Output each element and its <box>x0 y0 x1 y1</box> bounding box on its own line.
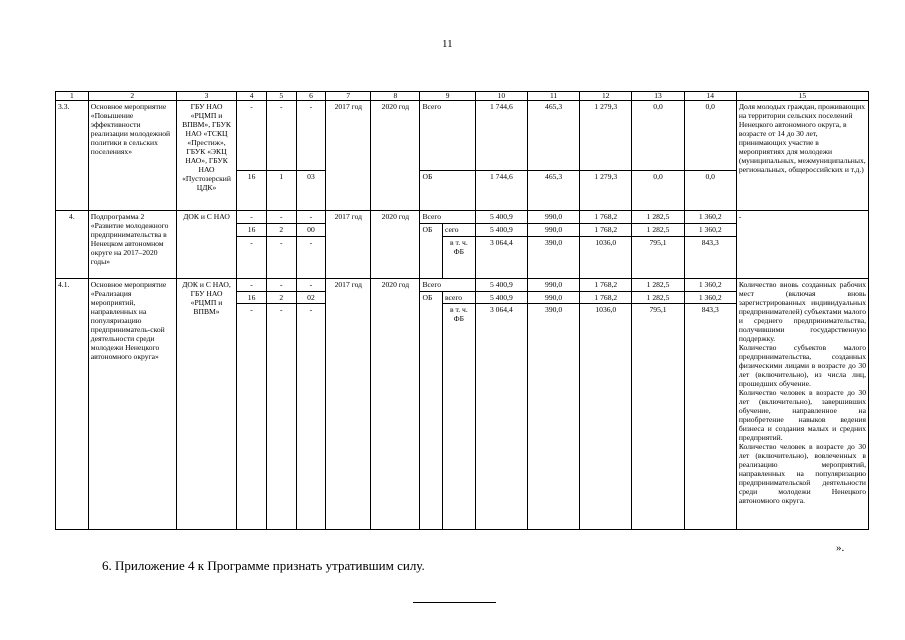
start-year: 2017 год <box>326 211 371 279</box>
amount-total: 5 400,9 <box>475 292 527 304</box>
row-number: 3.3. <box>56 101 89 211</box>
header-cell: 7 <box>326 92 371 101</box>
amount-2018: 1 768,2 <box>580 292 632 304</box>
funding-subsource: в т. ч. ФБ <box>442 237 475 279</box>
amount-2019: 1 282,5 <box>632 211 684 224</box>
header-cell: 9 <box>420 92 475 101</box>
code-cell: 00 <box>296 224 326 237</box>
amount-2018: 1036,0 <box>580 237 632 279</box>
code-cell: 1 <box>266 171 296 211</box>
header-cell: 14 <box>684 92 736 101</box>
funding-subsource: сего <box>442 224 475 237</box>
amount-2019: 1 282,5 <box>632 279 684 292</box>
code-cell: 2 <box>266 224 296 237</box>
amount-2019: 795,1 <box>632 304 684 530</box>
amount-2019: 1 282,5 <box>632 292 684 304</box>
amount-2018: 1 768,2 <box>580 224 632 237</box>
header-cell: 6 <box>296 92 326 101</box>
amount-2020: 0,0 <box>684 171 736 211</box>
header-row <box>56 92 869 101</box>
funding-source: ОБ <box>420 171 475 211</box>
amount-2017: 465,3 <box>527 101 579 171</box>
amount-total: 5 400,9 <box>475 211 527 224</box>
code-cell: 16 <box>237 171 267 211</box>
amendment-paragraph: 6. Приложение 4 к Программе признать утратившим силу. <box>102 558 425 573</box>
amount-2017: 990,0 <box>527 211 579 224</box>
header-cell: 1 <box>56 92 89 101</box>
header-cell: 13 <box>632 92 684 101</box>
amount-2018: 1 279,3 <box>580 171 632 211</box>
header-cell: 10 <box>475 92 527 101</box>
code-cell: 16 <box>237 292 267 304</box>
amount-2020: 843,3 <box>684 304 736 530</box>
code-cell: - <box>237 101 267 171</box>
code-cell: - <box>266 211 296 224</box>
indicator: Количество вновь созданных рабочих мест (включая вновь зарегистрированных индивидуальных предпринимателей) субъектами малого и среднего предпринимательства, получившими государственную поддержку. <box>738 280 866 343</box>
end-year: 2020 год <box>371 101 420 211</box>
code-cell: 03 <box>296 171 326 211</box>
code-cell: - <box>266 304 296 530</box>
amount-2020: 843,3 <box>684 237 736 279</box>
table-row <box>56 101 869 171</box>
header-cell: 11 <box>527 92 579 101</box>
end-year: 2020 год <box>371 279 420 530</box>
code-cell: - <box>296 304 326 530</box>
amount-2017: 390,0 <box>527 237 579 279</box>
amount-2020: 1 360,2 <box>684 292 736 304</box>
header-cell: 4 <box>237 92 267 101</box>
funding-source: Всего <box>420 211 475 224</box>
code-cell: - <box>237 237 267 279</box>
funding-subsource: всего <box>442 292 475 304</box>
amount-2017: 990,0 <box>527 279 579 292</box>
amount-total: 5 400,9 <box>475 279 527 292</box>
program-table <box>55 91 869 530</box>
code-cell: - <box>266 101 296 171</box>
funding-source: ОБ <box>420 292 443 530</box>
activity-name: Основное мероприятие «Реализация мероприятий, направленных на популяризацию предприниматель-ской деятельности среди молодежи Ненецкого автономного округа» <box>88 279 176 530</box>
amount-2018: 1 768,2 <box>580 279 632 292</box>
header-cell: 2 <box>88 92 176 101</box>
closing-quote: ». <box>836 542 845 554</box>
funding-subsource: в т. ч. ФБ <box>442 304 475 530</box>
amount-2018: 1 279,3 <box>580 101 632 171</box>
amount-2020: 0,0 <box>684 101 736 171</box>
funding-source: Всего <box>420 101 475 171</box>
row-number: 4.1. <box>56 279 89 530</box>
amount-2020: 1 360,2 <box>684 279 736 292</box>
indicator: Количество человек в возрасте до 30 лет (включительно), вовлеченных в реализацию мероприятий, направленных на популяризацию предпринимательской деятельности среди молодежи Ненецкого автономного округа. <box>738 442 866 505</box>
executor: ДОК и С НАО, ГБУ НАО «РЦМП и ВПВМ» <box>176 279 236 530</box>
executor: ГБУ НАО «РЦМП и ВПВМ», ГБУК НАО «ТСКЦ «Престиж», ГБУК «ЭКЦ НАО», ГБУК НАО «Пустозерский ЦДК» <box>176 101 236 211</box>
amount-2019: 0,0 <box>632 171 684 211</box>
amount-total: 3 064,4 <box>475 237 527 279</box>
table-row <box>56 211 869 224</box>
indicator: - <box>736 211 868 279</box>
funding-source: ОБ <box>420 224 443 279</box>
end-year: 2020 год <box>371 211 420 279</box>
amount-2017: 390,0 <box>527 304 579 530</box>
code-cell: - <box>266 237 296 279</box>
code-cell: - <box>296 279 326 292</box>
amount-2019: 795,1 <box>632 237 684 279</box>
header-cell: 12 <box>580 92 632 101</box>
amount-total: 1 744,6 <box>475 171 527 211</box>
activity-name: Подпрограмма 2 «Развитие молодежного предпринимательства в Ненецком автономном округе на 2017–2020 годы» <box>88 211 176 279</box>
amount-2018: 1 768,2 <box>580 211 632 224</box>
amount-2017: 465,3 <box>527 171 579 211</box>
amount-2018: 1036,0 <box>580 304 632 530</box>
header-cell: 5 <box>266 92 296 101</box>
code-cell: - <box>296 237 326 279</box>
start-year: 2017 год <box>326 279 371 530</box>
indicator: Количество субъектов малого предпринимательства, созданных физическими лицами в возрасте до 30 лет (включительно), из числа лиц, прошедших обучение. <box>738 343 866 388</box>
code-cell: - <box>237 211 267 224</box>
table-row <box>56 279 869 292</box>
amount-2019: 1 282,5 <box>632 224 684 237</box>
amount-2017: 990,0 <box>527 224 579 237</box>
indicator: Количество человек в возрасте до 30 лет (включительно), завершивших обучение, направленное на приобретение навыков ведения бизнеса и создания малых и средних предприятий. <box>738 388 866 442</box>
activity-name: Основное мероприятие «Повышение эффективности реализации молодежной политики в сельских поселениях» <box>88 101 176 211</box>
amount-total: 1 744,6 <box>475 101 527 171</box>
header-cell: 3 <box>176 92 236 101</box>
amount-2020: 1 360,2 <box>684 211 736 224</box>
code-cell: 2 <box>266 292 296 304</box>
code-cell: - <box>237 304 267 530</box>
amount-2019: 0,0 <box>632 101 684 171</box>
footer-divider <box>413 602 496 603</box>
page-number: 11 <box>442 38 453 50</box>
amount-total: 3 064,4 <box>475 304 527 530</box>
indicator-list <box>736 279 868 530</box>
code-cell: - <box>237 279 267 292</box>
start-year: 2017 год <box>326 101 371 211</box>
executor: ДОК и С НАО <box>176 211 236 279</box>
amount-2017: 990,0 <box>527 292 579 304</box>
header-cell: 8 <box>371 92 420 101</box>
funding-source: Всего <box>420 279 475 292</box>
header-cell: 15 <box>736 92 868 101</box>
row-number: 4. <box>56 211 89 279</box>
amount-total: 5 400,9 <box>475 224 527 237</box>
indicator: Доля молодых граждан, проживающих на территории сельских поселений Ненецкого автономного округа, в возрасте от 14 до 30 лет, принимающих участие в мероприятиях для молодежи (муниципальных, межмуниципальных, региональных, общероссийских и т.д.) <box>736 101 868 211</box>
amount-2020: 1 360,2 <box>684 224 736 237</box>
code-cell: 02 <box>296 292 326 304</box>
code-cell: - <box>296 211 326 224</box>
code-cell: - <box>266 279 296 292</box>
code-cell: 16 <box>237 224 267 237</box>
code-cell: - <box>296 101 326 171</box>
